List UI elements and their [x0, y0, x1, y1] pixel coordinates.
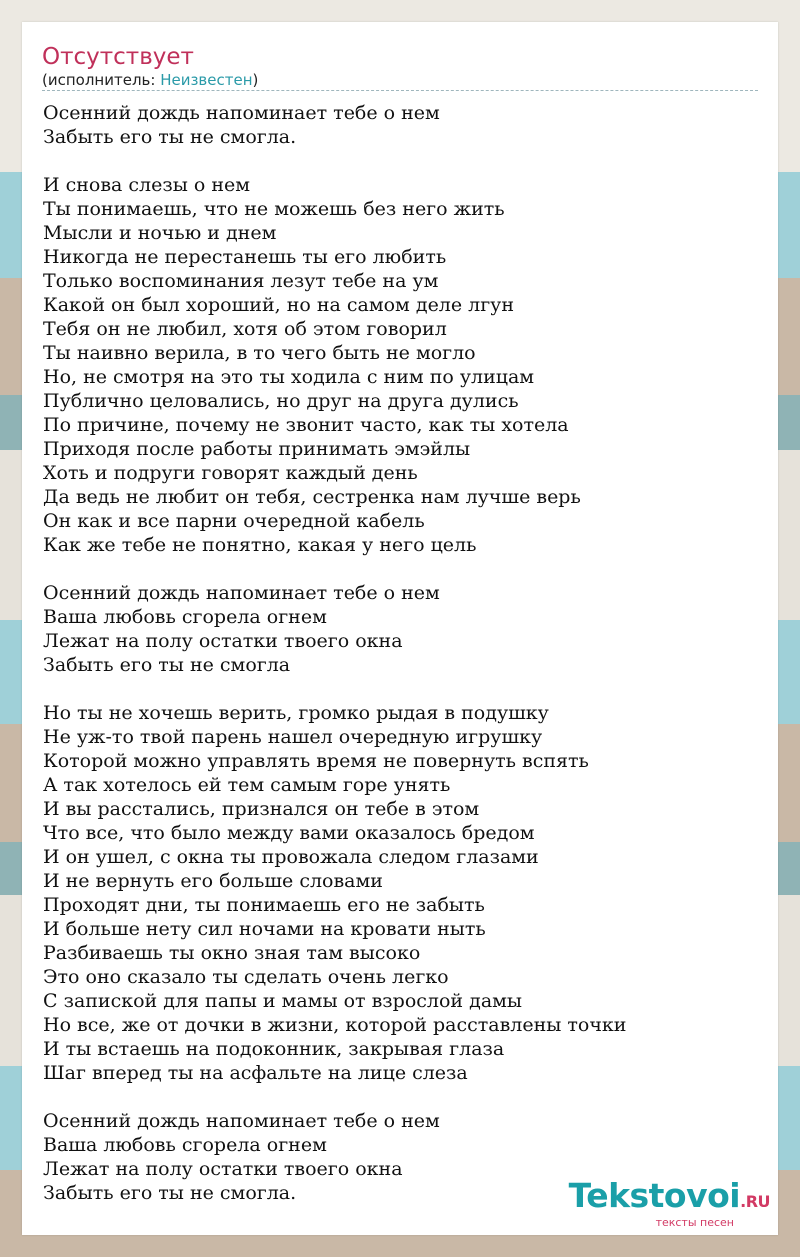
lyric-line: И не вернуть его больше словами: [43, 870, 383, 892]
lyric-line: И снова слезы о нем: [43, 174, 251, 196]
lyric-line: Это оно сказало ты сделать очень легко: [43, 966, 449, 988]
artist-prefix: (исполнитель:: [42, 71, 161, 89]
site-logo[interactable]: [569, 1178, 770, 1229]
lyric-line: Проходят дни, ты понимаешь его не забыть: [43, 894, 485, 916]
lyric-line: Но все, же от дочки в жизни, которой расставлены точки: [43, 1014, 627, 1036]
stanza-gap: [43, 149, 763, 173]
lyric-line: Как же тебе не понятно, какая у него цель: [43, 534, 477, 556]
lyric-line: Осенний дождь напоминает тебе о нем: [43, 102, 440, 124]
logo-tagline: тексты песен: [655, 1216, 734, 1229]
lyric-line: Мысли и ночью и днем: [43, 222, 277, 244]
lyric-line: И он ушел, с окна ты провожала следом глазами: [43, 846, 539, 868]
lyric-line: Ваша любовь сгорела огнем: [43, 606, 327, 628]
lyric-line: Лежат на полу остатки твоего окна: [43, 630, 403, 652]
lyric-line: Тебя он не любил, хотя об этом говорил: [43, 318, 447, 340]
header-divider: [42, 90, 758, 91]
lyric-line: Что все, что было между вами оказалось бредом: [43, 822, 535, 844]
stanza-gap: [43, 677, 763, 701]
lyric-line: Осенний дождь напоминает тебе о нем: [43, 1110, 440, 1132]
lyric-line: Забыть его ты не смогла.: [43, 126, 297, 148]
lyric-line: И ты встаешь на подоконник, закрывая глаза: [43, 1038, 505, 1060]
lyric-line: Но ты не хочешь верить, громко рыдая в подушку: [43, 702, 549, 724]
lyric-line: Хоть и подруги говорят каждый день: [43, 462, 418, 484]
artist-link[interactable]: Неизвестен: [160, 71, 253, 89]
lyric-line: Какой он был хороший, но на самом деле лгун: [43, 294, 515, 316]
lyric-line: Ты понимаешь, что не можешь без него жить: [43, 198, 505, 220]
lyric-line: Публично целовались, но друг на друга дулись: [43, 390, 519, 412]
lyric-line: Только воспоминания лезут тебе на ум: [43, 270, 439, 292]
lyric-line: Осенний дождь напоминает тебе о нем: [43, 582, 440, 604]
lyric-line: Лежат на полу остатки твоего окна: [43, 1158, 403, 1180]
lyric-line: И вы расстались, признался он тебе в этом: [43, 798, 480, 820]
stanza-gap: [43, 1085, 763, 1109]
song-title: Отсутствует: [42, 44, 194, 70]
lyric-line: Ваша любовь сгорела огнем: [43, 1134, 327, 1156]
lyric-line: По причине, почему не звонит часто, как ты хотела: [43, 414, 569, 436]
lyric-line: С запиской для папы и мамы от взрослой дамы: [43, 990, 523, 1012]
lyric-line: Никогда не перестанешь ты его любить: [43, 246, 447, 268]
lyric-line: Да ведь не любит он тебя, сестренка нам лучше верь: [43, 486, 581, 508]
lyric-line: Забыть его ты не смогла.: [43, 1182, 297, 1204]
lyric-line: Не уж-то твой парень нашел очередную игрушку: [43, 726, 543, 748]
lyric-line: Он как и все парни очередной кабель: [43, 510, 425, 532]
lyric-line: Забыть его ты не смогла: [43, 654, 291, 676]
lyrics-text: [43, 101, 763, 1205]
lyric-line: Но, не смотря на это ты ходила с ним по улицам: [43, 366, 535, 388]
lyric-line: И больше нету сил ночами на кровати ныть: [43, 918, 486, 940]
lyric-line: Разбиваешь ты окно зная там высоко: [43, 942, 421, 964]
lyric-line: Приходя после работы принимать эмэйлы: [43, 438, 471, 460]
lyric-line: Ты наивно верила, в то чего быть не могло: [43, 342, 476, 364]
logo-main-text: Tekstovoi: [568, 1176, 741, 1215]
logo-domain-suffix: .RU: [740, 1192, 770, 1211]
lyric-line: Шаг вперед ты на асфальте на лице слеза: [43, 1062, 468, 1084]
artist-suffix: ): [252, 71, 259, 89]
logo-wordmark: [569, 1178, 770, 1220]
lyric-line: А так хотелось ей тем самым горе унять: [43, 774, 451, 796]
lyric-line: Которой можно управлять время не повернуть вспять: [43, 750, 589, 772]
stanza-gap: [43, 557, 763, 581]
lyrics-card: [22, 22, 778, 1235]
artist-line: [42, 70, 258, 90]
